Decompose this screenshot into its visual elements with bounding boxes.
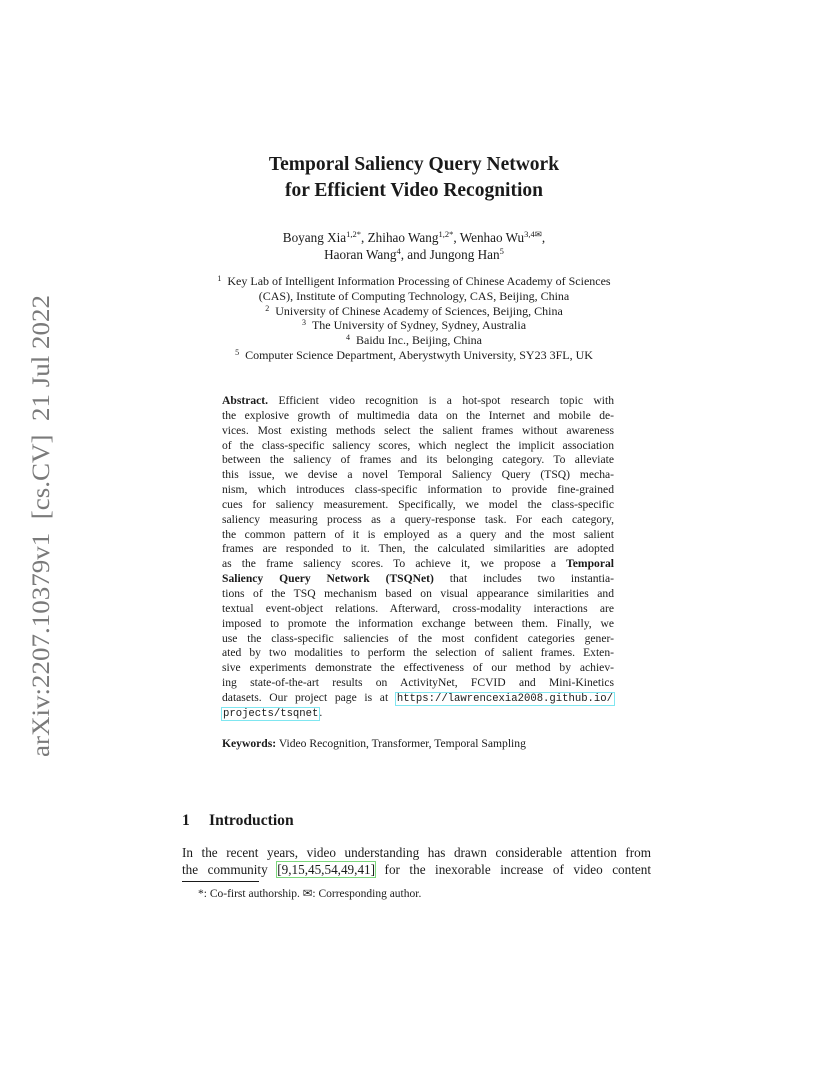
affiliation-text: University of Chinese Academy of Sciences, Beijing, China xyxy=(275,303,563,318)
abstract-line xyxy=(222,394,614,409)
abstract-line: sive experiments demonstrate the effectiveness of our method by achiev- xyxy=(222,661,614,675)
abstract-text: that includes two instantia- xyxy=(449,572,614,586)
affiliation xyxy=(0,289,828,304)
affiliation xyxy=(0,348,828,363)
abstract-text: datasets. Our project page is at xyxy=(222,690,389,704)
abstract-line xyxy=(222,572,614,587)
abstract-text: as the frame saliency scores. To achieve it, we propose a xyxy=(222,557,556,571)
affiliation-text: Baidu Inc., Beijing, China xyxy=(356,333,482,348)
intro-text: the community xyxy=(182,861,268,877)
intro-line: In the recent years, video understanding has drawn considerable attention from xyxy=(182,845,651,860)
author-affiliation-marker: 1,2* xyxy=(438,229,454,239)
affiliation-number: 3 xyxy=(301,318,306,328)
arxiv-identifier xyxy=(20,295,60,760)
project-page-link-continued[interactable]: projects/tsqnet xyxy=(223,707,319,720)
arxiv-id-text: arXiv:2207.10379v1 [cs.CV] 21 Jul 2022 xyxy=(26,320,55,757)
abstract-line: the explosive growth of multimedia data on the Internet and mobile de- xyxy=(222,408,614,422)
paper-title xyxy=(0,152,828,204)
section-number: 1 xyxy=(182,812,190,829)
abstract-line xyxy=(222,691,614,706)
abstract-line: ated by two modalities to perform the selection of salient frames. Exten- xyxy=(222,646,614,660)
affiliation-list xyxy=(0,274,828,363)
author-list xyxy=(0,229,828,263)
keywords xyxy=(222,737,526,750)
footnote: *: Co-first authorship. ✉: Corresponding author. xyxy=(198,888,422,900)
abstract-line: ing state-of-the-art results on ActivityNet, FCVID and Mini-Kinetics xyxy=(222,676,614,690)
author-name: Boyang Xia xyxy=(282,230,347,245)
abstract-line xyxy=(222,557,614,572)
author-line-1: Boyang Xia$^{1,2*}$, Zhihao Wang$^{1,2*}$, Wenhao $Wu^{3,4✉}$, xyxy=(282,229,546,245)
keywords-text: Video Recognition, Transformer, Temporal Sampling xyxy=(278,737,526,750)
abstract-line: tions of the TSQ mechanism based on visual appearance similarities and xyxy=(222,586,614,600)
section-heading xyxy=(182,812,294,830)
author-name: Haoran Wang xyxy=(324,247,397,262)
abstract-line: imposed to promote the information exchange between them. Finally, we xyxy=(222,616,614,630)
affiliation-number: 2 xyxy=(265,303,270,313)
abstract-line: this issue, we devise a novel Temporal Saliency Query (TSQ) mecha- xyxy=(222,468,614,482)
affiliation xyxy=(0,304,828,319)
affiliation xyxy=(0,274,828,289)
affiliation xyxy=(0,318,828,333)
abstract-line: frames are responded to it. Then, the calculated similarities are adopted xyxy=(222,542,614,556)
author-affiliation-marker: 4 xyxy=(396,246,401,256)
intro-line xyxy=(182,862,651,879)
keywords-label: Keywords: xyxy=(222,737,277,750)
abstract-line: cues for saliency measurement. Specifically, we model the class-specific xyxy=(222,497,614,511)
author-affiliation-marker: 3,4✉ xyxy=(524,229,542,239)
author-line-2: Haoran Wang$^4$, and Jungong Han$^5$ xyxy=(324,246,504,262)
affiliation-text: Computer Science Department, Aberystwyth University, SY23 3FL, UK xyxy=(245,347,593,362)
abstract-text: . xyxy=(319,705,323,719)
citation-link[interactable]: [9,15,45,54,49,41] xyxy=(277,861,376,877)
abstract-line: between the saliency of frames and its belonging category. To alleviate xyxy=(222,453,614,467)
abstract-line: use the class-specific saliencies of the most confident categories gener- xyxy=(222,631,614,645)
section-title: Introduction xyxy=(209,812,294,829)
abstract-line: textual event-object relations. Afterward, cross-modality interactions are xyxy=(222,601,614,615)
affiliation-number: 4 xyxy=(346,333,350,343)
author-name: Zhihao Wang xyxy=(367,230,439,245)
affiliation-text: The University of Sydney, Sydney, Australia xyxy=(311,318,527,333)
abstract-label: Abstract. xyxy=(222,394,269,407)
abstract-line: vices. Most existing methods select the salient frames without awareness xyxy=(222,423,614,437)
abstract-text: Efficient video recognition is a hot-spot research topic with xyxy=(278,394,614,407)
abstract-line xyxy=(222,706,614,721)
method-name-bold: Temporal xyxy=(566,557,614,571)
abstract-line: the common pattern of it is employed as a query and the most salient xyxy=(222,527,614,541)
author-affiliation-marker: 5 xyxy=(499,246,504,256)
project-page-link[interactable]: https://lawrencexia2008.github.io/ xyxy=(396,692,613,705)
author-name: and Jungong Han xyxy=(407,247,500,262)
title-line-2: for Efficient Video Recognition xyxy=(285,180,543,201)
author-affiliation-marker: 1,2* xyxy=(346,229,362,239)
title-line-1: Temporal Saliency Query Network xyxy=(268,154,560,175)
abstract-line: nism, which introduces class-specific information to provide fine-grained xyxy=(222,483,614,497)
footnote-rule xyxy=(182,881,259,882)
affiliation-number: 5 xyxy=(235,347,240,357)
abstract-line: saliency measuring process as a query-response task. For each category, xyxy=(222,512,614,526)
author-name: Wenhao Wu xyxy=(459,230,525,245)
abstract-line: of the class-specific saliency scores, which neglect the implicit association xyxy=(222,438,614,452)
abstract xyxy=(222,394,614,721)
intro-text: for the inexorable increase of video content xyxy=(384,861,652,877)
affiliation-text: Key Lab of Intelligent Information Processing of Chinese Academy of Sciences xyxy=(227,274,611,288)
affiliation-text: (CAS), Institute of Computing Technology, CAS, Beijing, China xyxy=(258,288,570,303)
affiliation xyxy=(0,333,828,348)
affiliation-number: 1 xyxy=(217,274,222,283)
intro-paragraph xyxy=(182,845,651,878)
method-name-bold: Saliency Query Network (TSQNet) xyxy=(222,572,434,586)
